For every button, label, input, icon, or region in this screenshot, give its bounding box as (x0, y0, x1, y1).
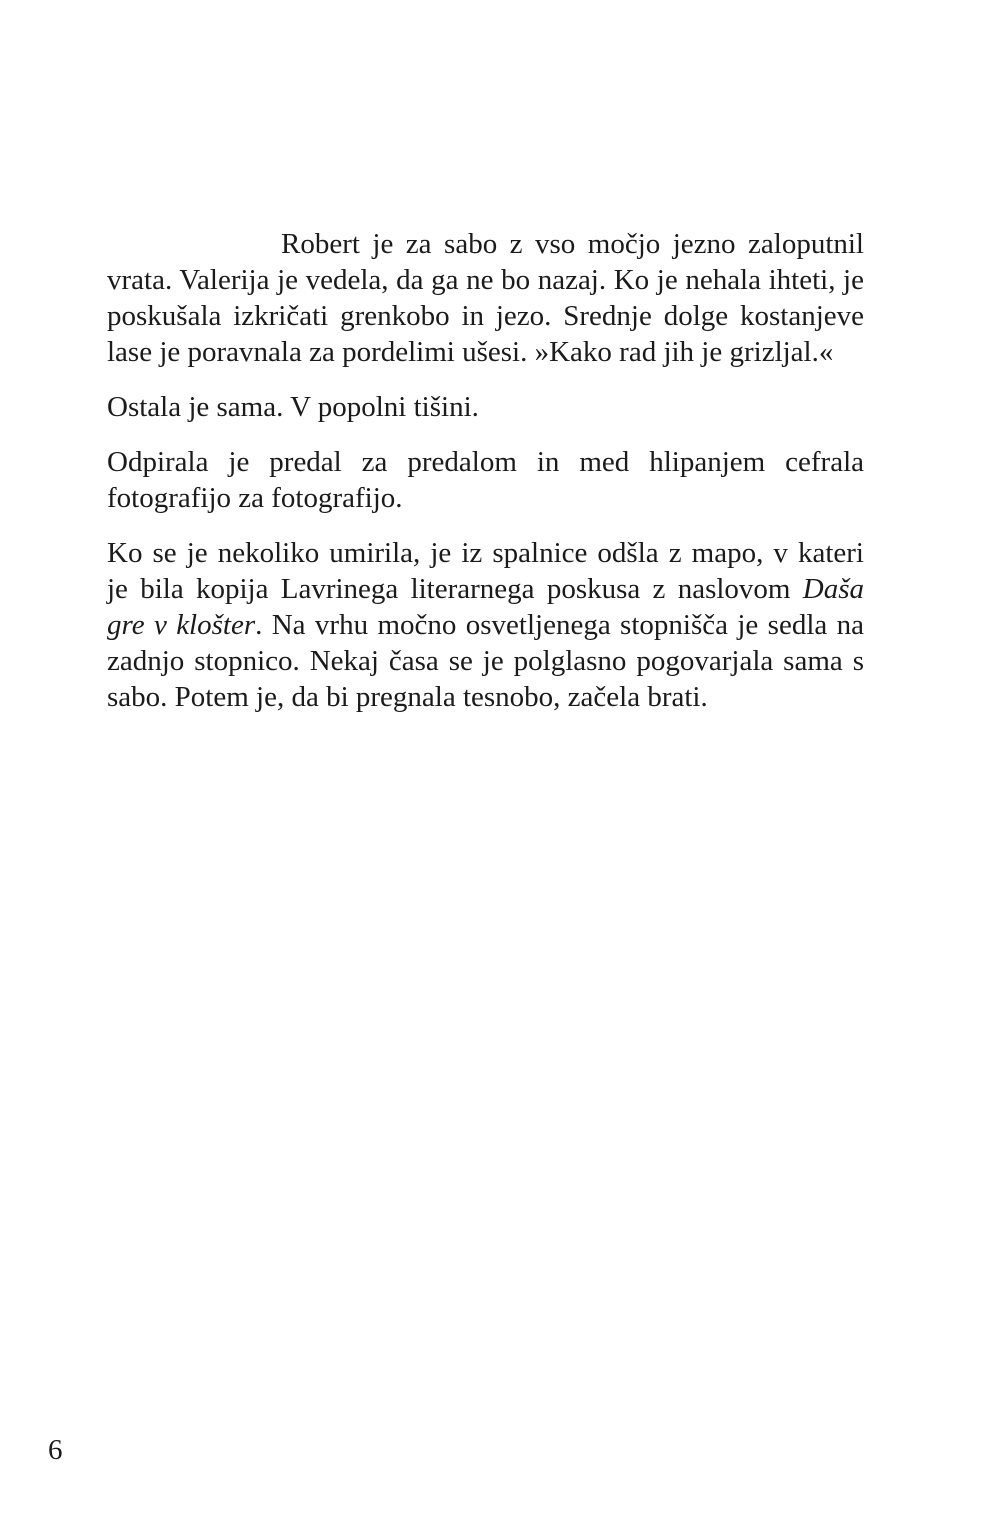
text-line (107, 643, 864, 679)
text-line (107, 480, 864, 516)
text-line (107, 535, 864, 571)
text-run: lase je poravnala za pordelimi ušesi. »Kako rad jih je grizljal.« (107, 336, 834, 368)
page-number: 6 (48, 1434, 63, 1466)
text-run: poskušala izkričati grenkobo in jezo. Srednje dolge kostanjeve (107, 300, 864, 332)
paragraph-4 (107, 535, 864, 715)
text-line (107, 298, 864, 334)
paragraph-1 (107, 226, 864, 370)
text-line (107, 679, 864, 715)
text-line (107, 262, 864, 298)
paragraph-3 (107, 444, 864, 516)
text-line (107, 334, 864, 370)
text-run: Robert je za sabo z vso močjo jezno zaloputnil (281, 228, 864, 260)
text-run: zadnjo stopnico. Nekaj časa se je polglasno pogovarjala sama s (107, 645, 864, 677)
text-run: vrata. Valerija je vedela, da ga ne bo nazaj. Ko je nehala ihteti, je (107, 264, 864, 296)
text-run: je bila kopija Lavrinega literarnega poskusa z naslovom (107, 573, 803, 605)
text-run: fotografijo za fotografijo. (107, 482, 403, 514)
text-line (107, 444, 864, 480)
text-run: Ostala je sama. V popolni tišini. (107, 391, 479, 423)
text-line (107, 226, 864, 262)
text-run: Odpirala je predal za predalom in med hlipanjem cefrala (107, 446, 864, 478)
paragraph-2 (107, 389, 864, 425)
italic-text-run: Daša (802, 573, 864, 605)
text-line (107, 571, 864, 607)
italic-text-run: gre v klošter (107, 609, 256, 641)
text-run: . Na vrhu močno osvetljenega stopnišča je sedla na (255, 609, 864, 641)
text-line (107, 607, 864, 643)
text-run: Ko se je nekoliko umirila, je iz spalnice odšla z mapo, v kateri (107, 537, 864, 569)
text-line (107, 389, 864, 425)
text-block (107, 226, 864, 715)
text-run: sabo. Potem je, da bi pregnala tesnobo, začela brati. (107, 681, 708, 713)
